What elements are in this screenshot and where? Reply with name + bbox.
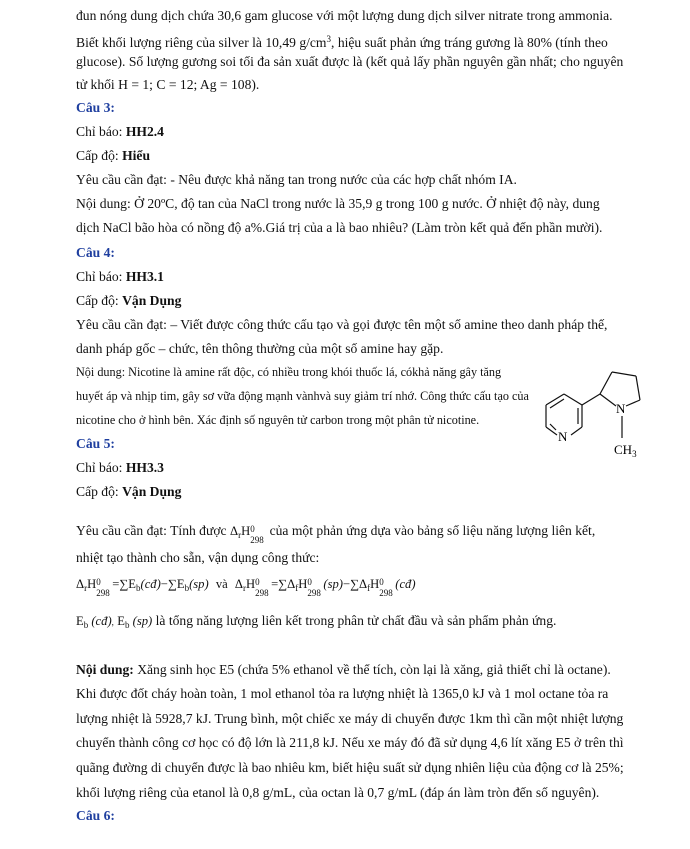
q4-level: Cấp độ: Vận Dụng xyxy=(76,293,182,308)
pyridine-nitrogen-label: N xyxy=(558,429,568,444)
text-line: tử khối H = 1; C = 12; Ag = 108). xyxy=(76,77,260,92)
q5-requirement: nhiệt tạo thành cho sẵn, vận dụng công thức: xyxy=(76,550,320,565)
q5-content: lượng nhiệt là 5928,7 kJ. Trung bình, một chiếc xe máy di chuyển được 1km thì cần một nhiệt lượng xyxy=(76,711,624,726)
bond-energy-definition: $E_b$ (cđ), $E_b$ (sp) là tổng năng lượng liên kết trong phân tử chất đầu và sản phẩm phản ứng. xyxy=(76,613,557,630)
text-line: Biết khối lượng riêng của silver là 10,49 $g/cm^3$, hiệu suất phản ứng tráng gương là 80% (tính theo xyxy=(76,34,608,50)
q4-requirement: Yêu cầu cần đạt: – Viết được công thức cấu tạo và gọi được tên một số amine theo danh pháp thế, xyxy=(76,317,608,332)
methyl-label: $CH_3$ xyxy=(614,442,637,459)
q5-content: chuyển thành công cơ học có độ lớn là 211,8 kJ. Nếu xe máy đó đã sử dụng 4,6 lít xăng E5 ở trên thì xyxy=(76,735,624,750)
enthalpy-formula: $\Delta_rH$ 0 298 $=\sum E_b(cđ)-\sum E_b(sp)$ và $\Delta_rH$ 0 298 $=\sum\Delta_fH$ 0 298 $(sp)-\sum\Delta_fH$ 0 298 (cđ) xyxy=(76,577,416,599)
q5-content: khối lượng riêng của etanol là 0,8 g/mL, của octan là 0,7 g/mL (đáp án làm tròn đến số nguyên). xyxy=(76,785,600,800)
q4-indicator: Chỉ báo: HH3.1 xyxy=(76,269,164,284)
q5-level: Cấp độ: Vận Dụng xyxy=(76,484,182,499)
q3-indicator: Chỉ báo: HH2.4 xyxy=(76,124,164,139)
q5-indicator: Chỉ báo: HH3.3 xyxy=(76,460,164,475)
q3-requirement: Yêu cầu cần đạt: - Nêu được khả năng tan trong nước của các hợp chất nhóm IA. xyxy=(76,172,517,187)
question-4-title: Câu 4: xyxy=(76,245,115,260)
q4-content: huyết áp và nhịp tim, gây sơ vữa động mạnh vànhvà suy giảm trí nhớ. Công thức cấu tạo của xyxy=(76,389,529,403)
question-3-title: Câu 3: xyxy=(76,100,115,115)
nicotine-structure-diagram xyxy=(536,364,656,474)
text-line: đun nóng dung dịch chứa 30,6 gam glucose với một lượng dung dịch silver nitrate trong ammonia. xyxy=(76,8,613,23)
q3-level: Cấp độ: Hiểu xyxy=(76,148,151,163)
text-line: glucose). Số lượng gương soi tối đa sản xuất được là (kết quả lấy phần nguyên gần nhất; cho nguyên xyxy=(76,54,624,69)
enthalpy-symbol: $\Delta_rH$ 0 298 xyxy=(229,524,264,546)
question-6-title: Câu 6: xyxy=(76,808,115,823)
q4-content: nicotine cho ở hình bên. Xác định số nguyên tử carbon trong một phân tử nicotine. xyxy=(76,413,480,427)
q3-content: Nội dung: Ở 20ºC, độ tan của NaCl trong nước là 35,9 g trong 100 g nước. Ở nhiệt độ này, dung xyxy=(76,196,600,211)
q3-content: dịch NaCl bão hòa có nồng độ a%.Giá trị của a là bao nhiêu? (Làm tròn kết quả đến phần mười). xyxy=(76,220,603,235)
q5-requirement: Yêu cầu cần đạt: Tính được $\Delta_rH$ 0 298 của một phản ứng dựa vào bảng số liệu năng lượng liên kết, xyxy=(76,523,596,546)
q5-content: Nội dung: Xăng sinh học E5 (chứa 5% ethanol về thể tích, còn lại là xăng, giả thiết chỉ là octane). xyxy=(76,662,611,677)
q4-requirement: danh pháp gốc – chức, tên thông thường của một số amine hay gặp. xyxy=(76,341,444,356)
q4-content: Nội dung: Nicotine là amine rất độc, có nhiều trong khói thuốc lá, cókhả năng gây tăng xyxy=(76,365,502,379)
question-5-title: Câu 5: xyxy=(76,436,115,451)
q5-content: Khi được đốt cháy hoàn toàn, 1 mol ethanol tỏa ra lượng nhiệt là 1365,0 kJ và 1 mol octane tỏa ra xyxy=(76,686,609,701)
q5-content: quãng đường di chuyển được là bao nhiêu km, biết hiệu suất sử dụng nhiên liệu của động cơ là 25%; xyxy=(76,760,624,775)
pyrrolidine-nitrogen-label: N xyxy=(616,401,626,416)
